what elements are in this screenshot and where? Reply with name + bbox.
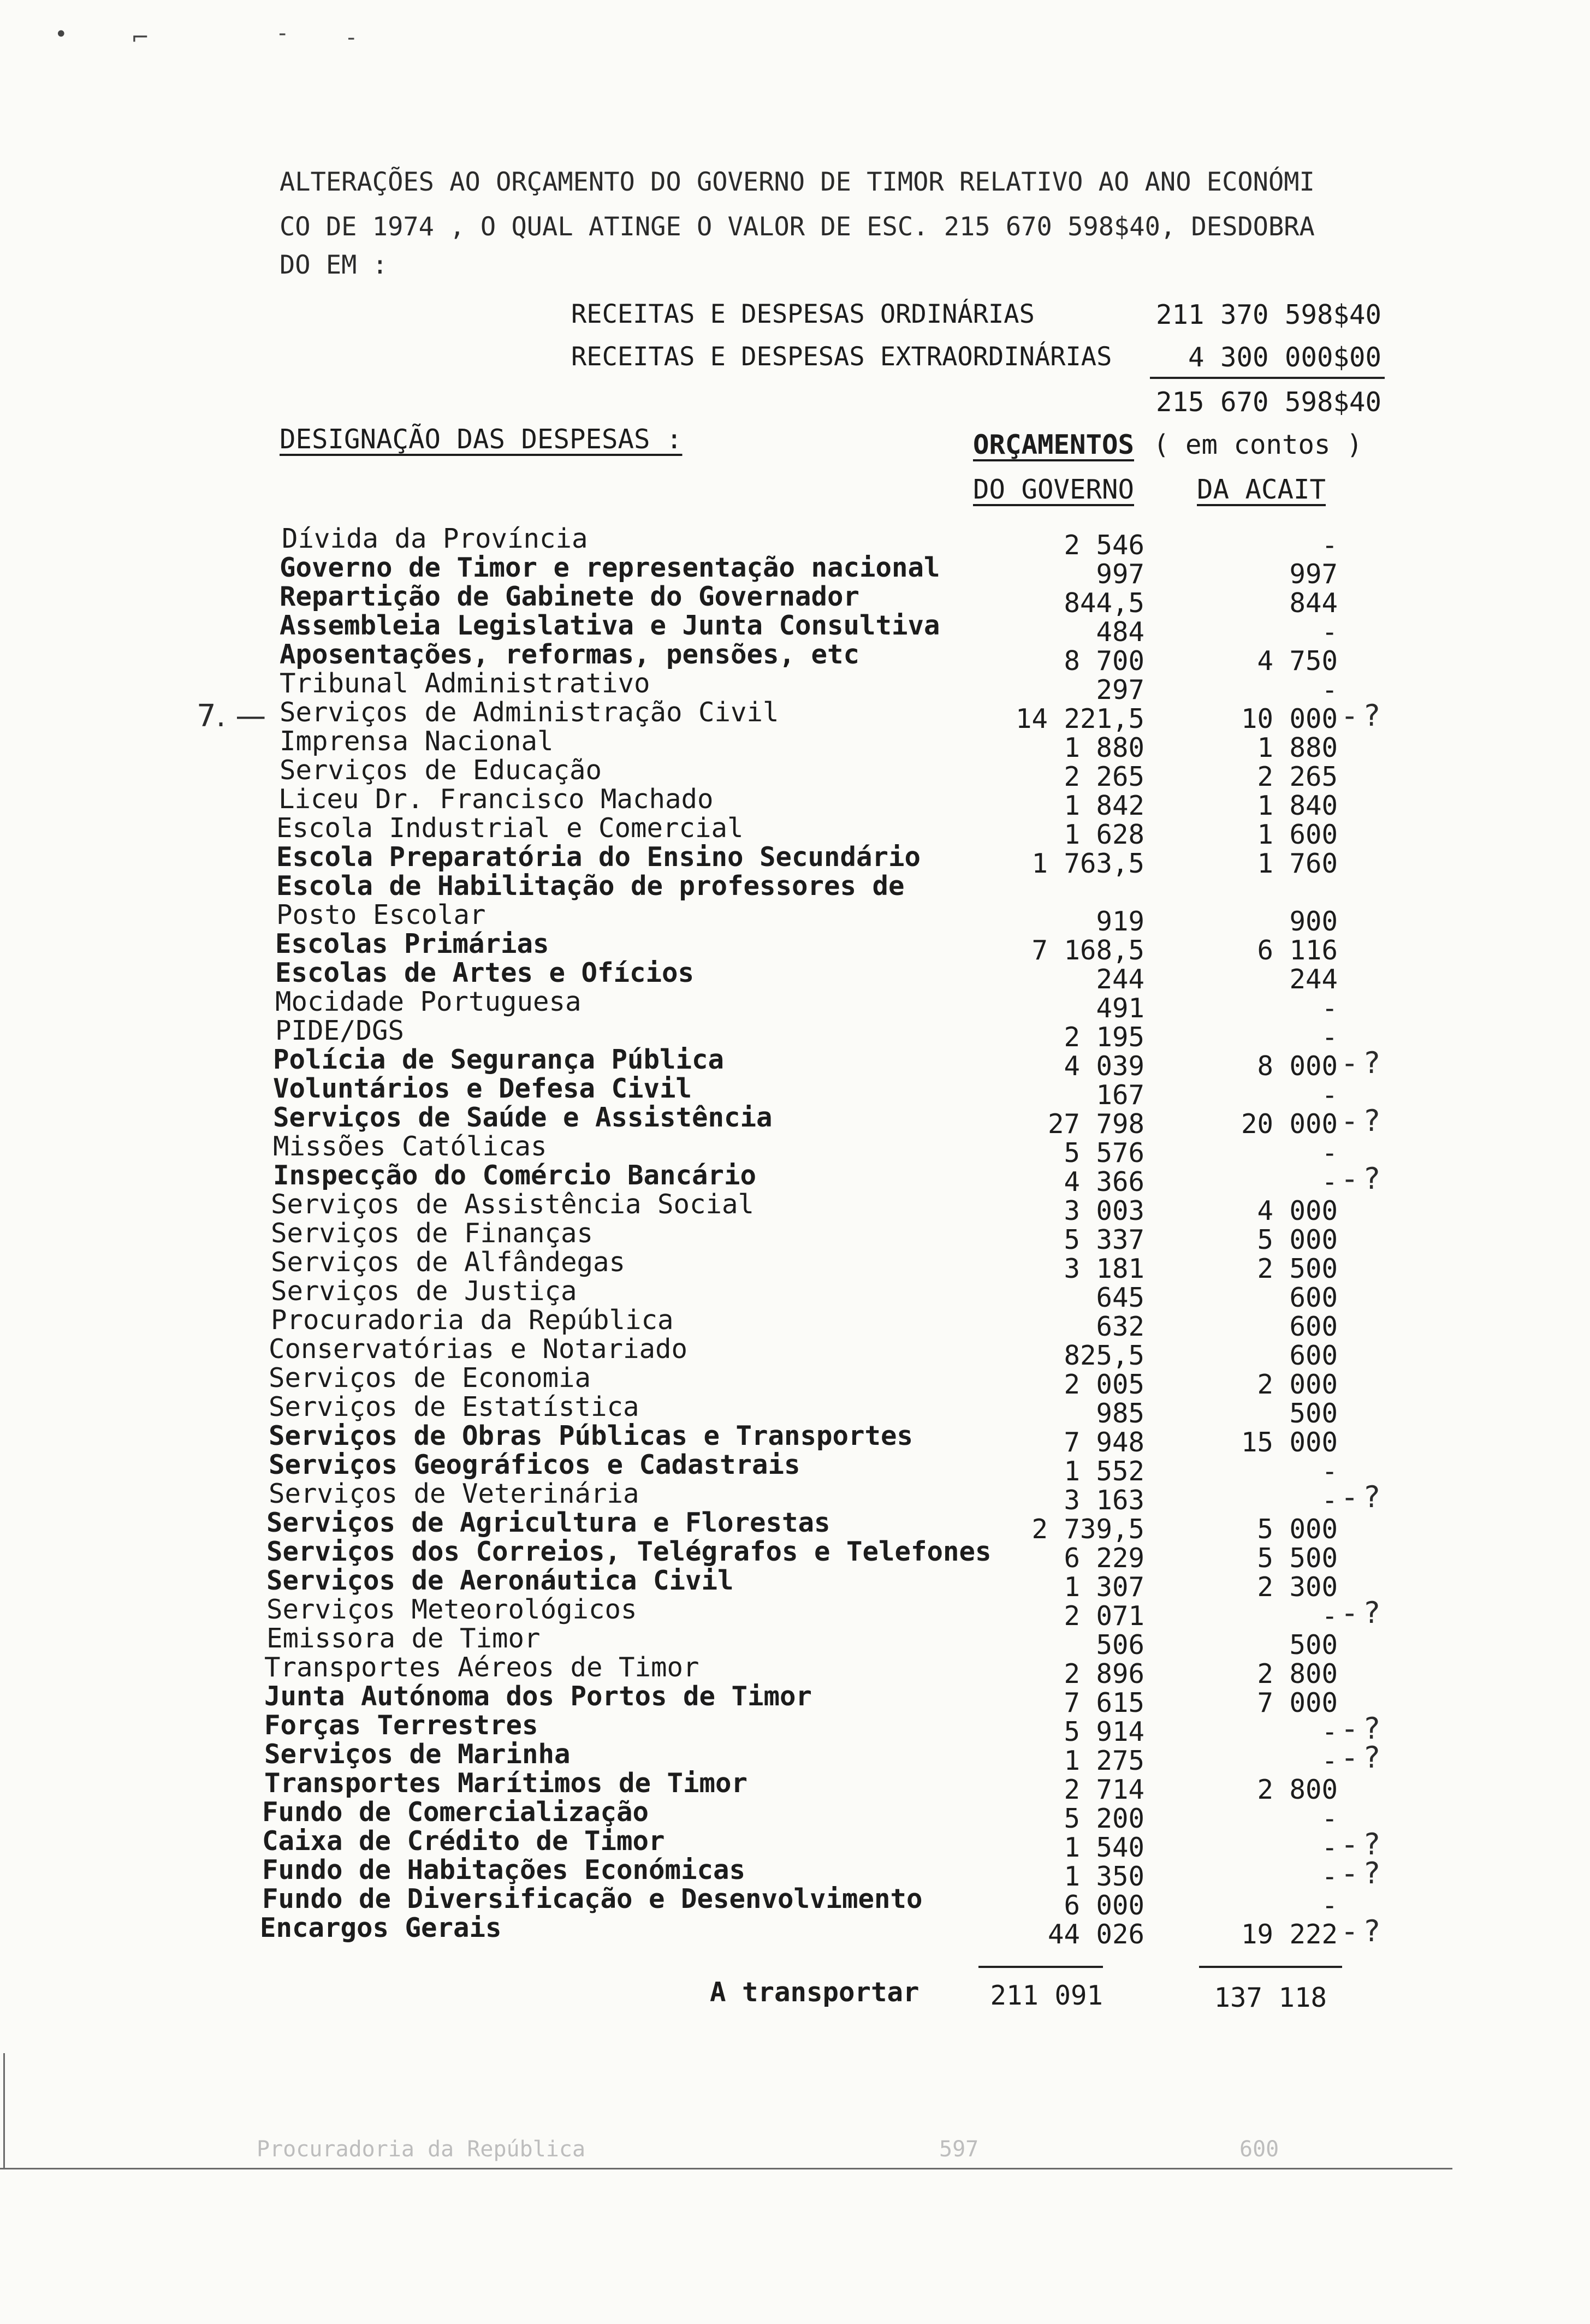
row-acait-value: 2 265 [1257, 761, 1338, 792]
row-gov-value: 506 [1096, 1629, 1144, 1661]
row-name: Escolas Primárias [275, 928, 549, 959]
row-name: Missões Católicas [273, 1131, 547, 1162]
row-name: Inspecção do Comércio Bancário [273, 1160, 757, 1191]
row-gov-value: 1 275 [1064, 1745, 1144, 1776]
row-gov-value: 919 [1096, 906, 1144, 937]
row-name: Junta Autónoma dos Portos de Timor [264, 1681, 812, 1712]
row-acait-value: 2 500 [1257, 1253, 1338, 1284]
row-acait-value: - [1321, 1861, 1338, 1892]
row-name: PIDE/DGS [275, 1015, 405, 1046]
row-gov-value: 1 350 [1064, 1861, 1144, 1892]
row-name: Repartição de Gabinete do Governador [280, 581, 860, 612]
footer-left: Procuradoria da República [257, 2137, 586, 2162]
row-acait-value: 10 000 [1241, 703, 1338, 734]
row-acait-value: 15 000 [1241, 1427, 1338, 1458]
row-name: Serviços de Veterinária [269, 1478, 639, 1509]
total-extraordinarias-label: RECEITAS E DESPESAS EXTRAORDINÁRIAS [571, 342, 1112, 372]
row-gov-value: 1 880 [1064, 732, 1144, 763]
row-gov-value: 14 221,5 [1015, 703, 1144, 734]
da-acait-header: DA ACAIT [1197, 474, 1326, 505]
row-gov-value: 4 366 [1064, 1166, 1144, 1197]
row-acait-value: - [1321, 616, 1338, 648]
row-acait-value: 1 600 [1257, 819, 1338, 850]
row-gov-value: 5 914 [1064, 1716, 1144, 1747]
row-acait-value: - [1321, 1080, 1338, 1111]
row-name: Serviços de Educação [280, 755, 602, 786]
row-gov-value: 5 337 [1064, 1224, 1144, 1255]
row-acait-value: - [1321, 1137, 1338, 1169]
row-name: Posto Escolar [276, 899, 486, 930]
row-gov-value: 2 546 [1064, 530, 1144, 561]
row-name: Caixa de Crédito de Timor [262, 1825, 665, 1857]
row-gov-value: 491 [1096, 993, 1144, 1024]
row-acait-value: 1 880 [1257, 732, 1338, 763]
handwritten-annotation: - ? [1344, 1596, 1380, 1630]
row-gov-value: 1 628 [1064, 819, 1144, 850]
row-gov-value: 844,5 [1064, 588, 1144, 619]
corner-mark-3: - [278, 21, 287, 46]
row-gov-value: 244 [1096, 964, 1144, 995]
handwritten-annotation: - ? [1344, 1711, 1380, 1746]
row-name: Aposentações, reformas, pensões, etc [280, 639, 860, 670]
row-acait-value: - [1321, 1803, 1338, 1834]
row-name: Serviços de Obras Públicas e Transportes [269, 1420, 913, 1451]
row-gov-value: 7 615 [1064, 1687, 1144, 1718]
row-acait-value: 844 [1289, 588, 1338, 619]
row-name: Polícia de Segurança Pública [273, 1044, 725, 1075]
row-gov-value: 167 [1096, 1080, 1144, 1111]
row-acait-value: 2 300 [1257, 1572, 1338, 1603]
corner-mark-4: - [347, 25, 355, 50]
row-gov-value: 5 576 [1064, 1137, 1144, 1169]
footer-right: 600 [1239, 2137, 1279, 2162]
row-name: Governo de Timor e representação nacional [280, 552, 940, 583]
handwritten-annotation: - ? [1344, 1914, 1380, 1948]
row-acait-value: - [1321, 1600, 1338, 1632]
row-acait-value: 20 000 [1241, 1108, 1338, 1140]
row-acait-value: 4 000 [1257, 1195, 1338, 1226]
row-acait-value: - [1321, 1456, 1338, 1487]
row-name: Serviços de Assistência Social [271, 1189, 755, 1220]
row-name: Fundo de Comercialização [262, 1797, 649, 1828]
handwritten-annotation: - ? [1344, 698, 1380, 733]
row-name: Conservatórias e Notariado [269, 1333, 688, 1365]
row-gov-value: 5 200 [1064, 1803, 1144, 1834]
row-acait-value: 500 [1289, 1629, 1338, 1661]
row-acait-value: 500 [1289, 1398, 1338, 1429]
row-name: Transportes Aéreos de Timor [264, 1652, 699, 1683]
row-gov-value: 1 842 [1064, 790, 1144, 821]
corner-mark-2: ⌐ [131, 25, 150, 50]
row-acait-value: 4 750 [1257, 645, 1338, 677]
total-sum-value: 215 670 598$40 [1155, 387, 1381, 418]
bottom-edge-line [0, 2168, 1452, 2169]
row-gov-value: 27 798 [1047, 1108, 1144, 1140]
row-name: Serviços de Finanças [271, 1218, 594, 1249]
row-gov-value: 1 307 [1064, 1572, 1144, 1603]
handwritten-annotation: - ? [1344, 1046, 1380, 1080]
row-acait-value: - [1321, 1890, 1338, 1921]
row-name: Forças Terrestres [264, 1710, 538, 1741]
row-name: Serviços dos Correios, Telégrafos e Telefones [266, 1536, 992, 1567]
intro-line-2: CO DE 1974 , O QUAL ATINGE O VALOR DE ESC. 215 670 598$40, DESDOBRA [280, 212, 1315, 242]
row-name: Escolas de Artes e Ofícios [275, 957, 695, 988]
row-gov-value: 2 714 [1064, 1774, 1144, 1805]
designacao-header: DESIGNAÇÃO DAS DESPESAS : [280, 424, 683, 455]
row-acait-value: 5 500 [1257, 1543, 1338, 1574]
row-gov-value: 2 071 [1064, 1600, 1144, 1632]
row-name: Serviços de Estatística [269, 1391, 639, 1422]
row-gov-value: 2 739,5 [1031, 1514, 1144, 1545]
intro-line-1: ALTERAÇÕES AO ORÇAMENTO DO GOVERNO DE TIMOR RELATIVO AO ANO ECONÓMI [280, 167, 1315, 197]
row-acait-value: 7 000 [1257, 1687, 1338, 1718]
row-acait-value: 1 840 [1257, 790, 1338, 821]
do-governo-header: DO GOVERNO [973, 474, 1135, 505]
row-name: Serviços de Economia [269, 1362, 591, 1394]
row-name: Serviços de Saúde e Assistência [273, 1102, 773, 1133]
row-gov-value: 3 163 [1064, 1485, 1144, 1516]
row-name: Escola Industrial e Comercial [276, 813, 744, 844]
row-name: Serviços de Marinha [264, 1739, 571, 1770]
corner-mark-1: • [55, 22, 68, 47]
row-name: Imprensa Nacional [280, 726, 554, 757]
row-acait-value: - [1321, 1832, 1338, 1863]
row-acait-value: 1 760 [1257, 848, 1338, 879]
handwritten-annotation: - ? [1344, 1161, 1380, 1196]
handwritten-annotation: - ? [1344, 1856, 1380, 1890]
row-gov-value: 44 026 [1047, 1919, 1144, 1950]
acait-total-rule [1199, 1966, 1342, 1968]
row-gov-value: 484 [1096, 616, 1144, 648]
row-name: Transportes Marítimos de Timor [264, 1768, 748, 1799]
row-name: Tribunal Administrativo [280, 668, 650, 699]
total-ordinarias-value: 211 370 598$40 [1155, 299, 1381, 330]
row-acait-value: 2 000 [1257, 1369, 1338, 1400]
row-acait-value: 900 [1289, 906, 1338, 937]
total-ordinarias-label: RECEITAS E DESPESAS ORDINÁRIAS [571, 299, 1035, 329]
row-gov-value: 297 [1096, 674, 1144, 706]
orcamentos-header: ORÇAMENTOS [973, 429, 1135, 460]
row-acait-value: 244 [1289, 964, 1338, 995]
row-acait-value: - [1321, 1716, 1338, 1747]
row-gov-value: 1 540 [1064, 1832, 1144, 1863]
totals-rule [1150, 377, 1385, 379]
row-gov-value: 2 896 [1064, 1658, 1144, 1689]
row-gov-value: 1 552 [1064, 1456, 1144, 1487]
total-extraordinarias-value: 4 300 000$00 [1188, 342, 1381, 373]
row-acait-value: 2 800 [1257, 1774, 1338, 1805]
gov-total-rule [978, 1966, 1103, 1968]
carry-label: A transportar [710, 1977, 919, 2008]
row-acait-value: 5 000 [1257, 1514, 1338, 1545]
row-gov-value: 645 [1096, 1282, 1144, 1313]
row-name: Serviços Meteorológicos [266, 1594, 637, 1625]
row-gov-value: 2 005 [1064, 1369, 1144, 1400]
row-name: Dívida da Província [282, 523, 588, 554]
row-acait-value: - [1321, 530, 1338, 561]
left-edge-line [3, 2053, 5, 2168]
row-name: Encargos Gerais [260, 1912, 502, 1943]
intro-line-3: DO EM : [280, 250, 388, 280]
row-gov-value: 2 265 [1064, 761, 1144, 792]
row-acait-value: 5 000 [1257, 1224, 1338, 1255]
row-acait-value: 600 [1289, 1340, 1338, 1371]
row-gov-value: 7 168,5 [1031, 935, 1144, 966]
row-name: Emissora de Timor [266, 1623, 541, 1654]
row-acait-value: - [1321, 1022, 1338, 1053]
row-acait-value: 997 [1289, 559, 1338, 590]
row-gov-value: 3 003 [1064, 1195, 1144, 1226]
row-name: Liceu Dr. Francisco Machado [278, 784, 714, 815]
handwritten-annotation: - ? [1344, 1827, 1380, 1861]
row-name: Serviços de Administração Civil [280, 697, 779, 728]
row-gov-value: 8 700 [1064, 645, 1144, 677]
row-gov-value: 985 [1096, 1398, 1144, 1429]
handwritten-annotation: - ? [1344, 1740, 1380, 1775]
row-acait-value: 8 000 [1257, 1051, 1338, 1082]
footer-mid: 597 [939, 2137, 979, 2162]
row-name: Serviços de Aeronáutica Civil [266, 1565, 734, 1596]
row-gov-value: 1 763,5 [1031, 848, 1144, 879]
row-gov-value: 7 948 [1064, 1427, 1144, 1458]
row-acait-value: - [1321, 1485, 1338, 1516]
row-gov-value: 997 [1096, 559, 1144, 590]
row-gov-value: 825,5 [1064, 1340, 1144, 1371]
row-acait-value: - [1321, 674, 1338, 706]
carry-acait: 137 118 [1214, 1982, 1327, 2013]
handwritten-annotation: - ? [1344, 1104, 1380, 1138]
row-name: Fundo de Diversificação e Desenvolvimento [262, 1883, 923, 1914]
row-name: Mocidade Portuguesa [275, 986, 582, 1017]
row-name: Serviços de Justiça [271, 1276, 577, 1307]
row-gov-value: 6 000 [1064, 1890, 1144, 1921]
row-acait-value: 19 222 [1241, 1919, 1338, 1950]
row-acait-value: 600 [1289, 1282, 1338, 1313]
em-contos-header: ( em contos ) [1153, 429, 1363, 460]
row-gov-value: 632 [1096, 1311, 1144, 1342]
row-acait-value: - [1321, 1166, 1338, 1197]
row-name: Voluntários e Defesa Civil [273, 1073, 692, 1104]
margin-note: 7. — [197, 698, 266, 734]
row-name: Serviços de Agricultura e Florestas [266, 1507, 830, 1538]
row-gov-value: 4 039 [1064, 1051, 1144, 1082]
row-name: Procuradoria da República [271, 1305, 674, 1336]
row-gov-value: 2 195 [1064, 1022, 1144, 1053]
row-acait-value: 2 800 [1257, 1658, 1338, 1689]
handwritten-annotation: - ? [1344, 1480, 1380, 1514]
row-name: Assembleia Legislativa e Junta Consultiva [280, 610, 940, 641]
row-name: Escola Preparatória do Ensino Secundário [276, 841, 921, 873]
carry-gov: 211 091 [990, 1980, 1103, 2011]
row-name: Escola de Habilitação de professores de [276, 870, 905, 902]
row-acait-value: - [1321, 993, 1338, 1024]
row-name: Serviços de Alfândegas [271, 1247, 626, 1278]
row-name: Serviços Geográficos e Cadastrais [269, 1449, 800, 1480]
row-acait-value: 6 116 [1257, 935, 1338, 966]
row-gov-value: 6 229 [1064, 1543, 1144, 1574]
row-gov-value: 3 181 [1064, 1253, 1144, 1284]
row-acait-value: - [1321, 1745, 1338, 1776]
row-acait-value: 600 [1289, 1311, 1338, 1342]
row-name: Fundo de Habitações Económicas [262, 1854, 746, 1886]
